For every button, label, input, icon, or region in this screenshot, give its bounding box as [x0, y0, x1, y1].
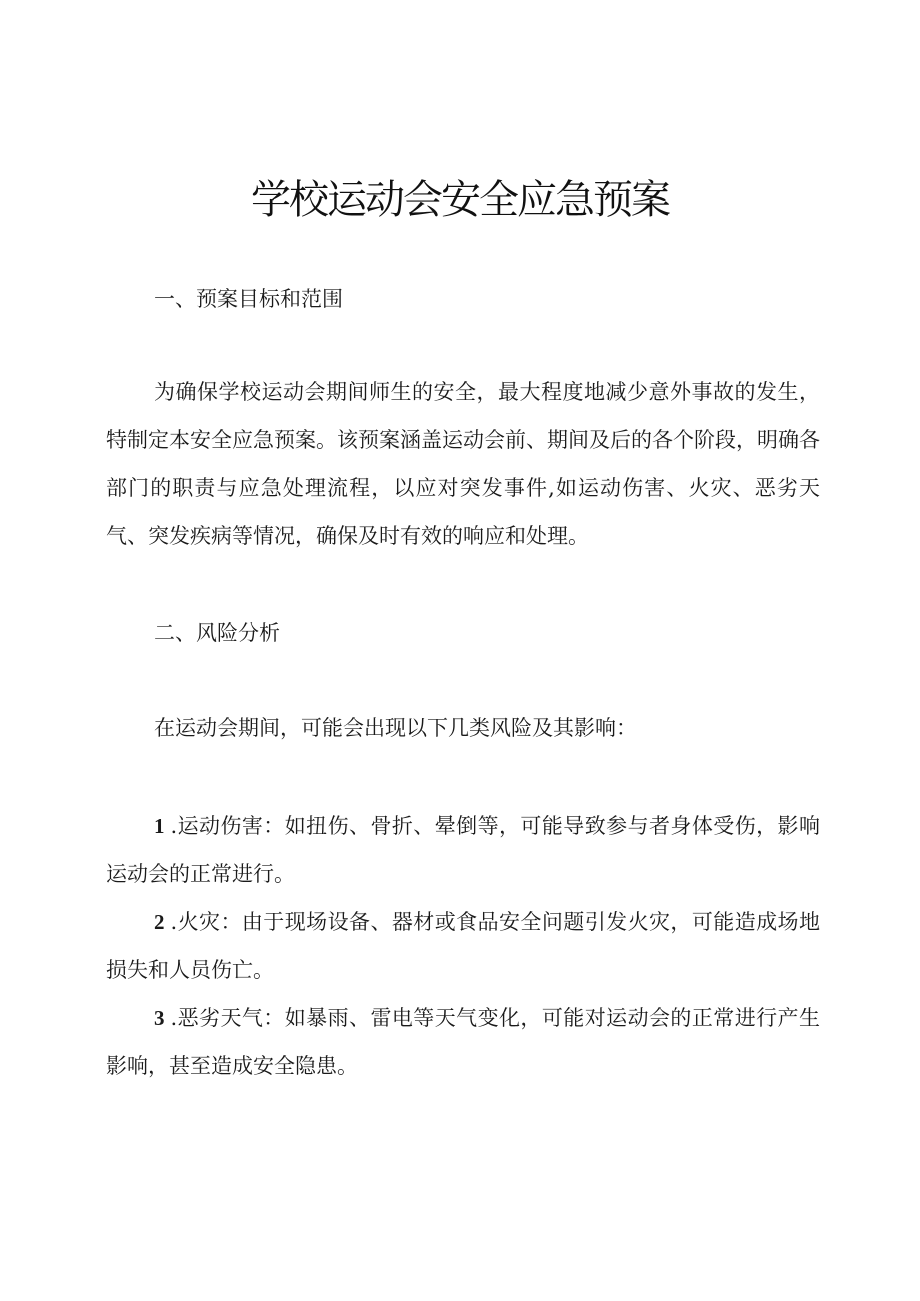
section-1-paragraph: 为确保学校运动会期间师生的安全，最大程度地减少意外事故的发生，特制定本安全应急预案。该预案涵盖运动会前、期间及后的各个阶段，明确各部门的职责与应急处理流程，以应对突发事件,如运动伤害、火灾、恶劣天气、突发疾病等情况，确保及时有效的响应和处理。 [106, 380, 820, 548]
section-2-intro: 在运动会期间，可能会出现以下几类风险及其影响： [154, 716, 637, 740]
risk-item-3 [106, 994, 820, 1090]
section-heading-1: 一、预案目标和范围 [154, 287, 343, 311]
risk-item-3-text: .恶劣天气：如暴雨、雷电等天气变化，可能对运动会的正常进行产生影响，甚至造成安全隐患。 [106, 1006, 820, 1078]
document-title: 学校运动会安全应急预案 [251, 177, 669, 223]
risk-item-1-text: .运动伤害：如扭伤、骨折、晕倒等，可能导致参与者身体受伤，影响运动会的正常进行。 [106, 814, 820, 886]
risk-item-1 [106, 802, 820, 898]
risk-item-2-number: 2 [154, 910, 165, 934]
section-heading-2: 二、风险分析 [154, 621, 280, 645]
risk-item-2-text: .火灾：由于现场设备、器材或食品安全问题引发火灾，可能造成场地损失和人员伤亡。 [106, 910, 820, 982]
risk-item-3-number: 3 [154, 1006, 165, 1030]
risk-item-1-number: 1 [154, 814, 165, 838]
risk-item-2 [106, 898, 820, 994]
